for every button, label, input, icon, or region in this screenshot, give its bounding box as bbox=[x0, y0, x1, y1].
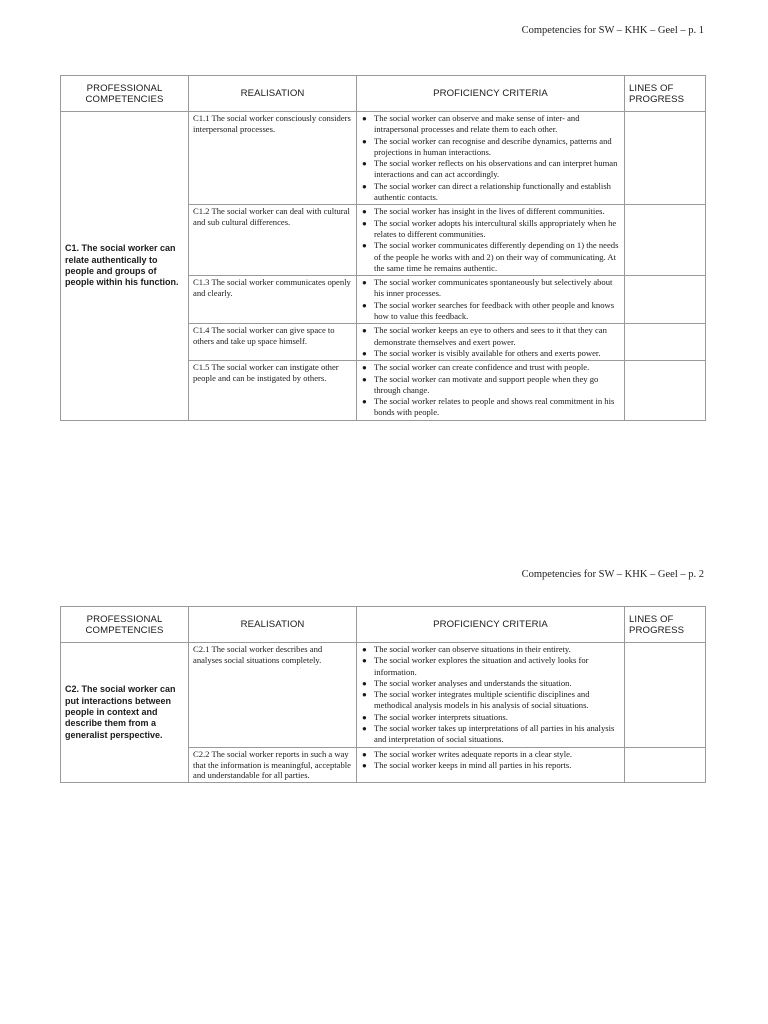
realisation-cell: C1.5 The social worker can instigate other people and can be instigated by others. bbox=[189, 361, 357, 420]
list-item bbox=[361, 749, 620, 760]
criteria-cell bbox=[357, 276, 625, 324]
list-item bbox=[361, 760, 620, 771]
list-item bbox=[361, 158, 620, 181]
col-header-realisation: REALISATION bbox=[189, 607, 357, 643]
criteria-list bbox=[361, 206, 620, 274]
list-item bbox=[361, 655, 620, 678]
bullet-icon: ● bbox=[362, 348, 367, 358]
criteria-text: The social worker can create confidence and trust with people. bbox=[374, 362, 590, 373]
bullet-icon: ● bbox=[362, 760, 367, 770]
list-item bbox=[361, 300, 620, 323]
criteria-list bbox=[361, 277, 620, 322]
bullet-icon: ● bbox=[362, 645, 367, 654]
bullet-icon: ● bbox=[362, 300, 367, 310]
bullet-icon: ● bbox=[362, 656, 367, 666]
criteria-list bbox=[361, 113, 620, 203]
list-item bbox=[361, 374, 620, 397]
lines-cell bbox=[625, 747, 706, 783]
page-header-1: Competencies for SW – KHK – Geel – p. 1 bbox=[521, 25, 704, 36]
bullet-icon: ● bbox=[362, 159, 367, 169]
criteria-text: The social worker has insight in the lives of different communities. bbox=[374, 206, 605, 217]
col-header-realisation: REALISATION bbox=[189, 76, 357, 112]
criteria-text: The social worker adopts his intercultural skills appropriately when he relates to different communities. bbox=[374, 217, 617, 239]
criteria-text: The social worker keeps in mind all parties in his reports. bbox=[374, 759, 572, 770]
list-item bbox=[361, 277, 620, 300]
realisation-cell: C2.2 The social worker reports in such a way that the information is meaningful, acceptable and understandable for all parties. bbox=[189, 747, 357, 783]
col-header-criteria: PROFICIENCY CRITERIA bbox=[357, 607, 625, 643]
criteria-text: The social worker can motivate and support people when they go through change. bbox=[374, 373, 599, 395]
list-item bbox=[361, 644, 620, 655]
criteria-text: The social worker can observe and make sense of inter- and intrapersonal processes and relate them to each other. bbox=[374, 113, 580, 135]
criteria-cell bbox=[357, 112, 625, 205]
lines-cell bbox=[625, 276, 706, 324]
criteria-list bbox=[361, 362, 620, 418]
competency-table-1 bbox=[60, 75, 706, 421]
criteria-cell bbox=[357, 205, 625, 276]
realisation-cell: C2.1 The social worker describes and analyses social situations completely. bbox=[189, 643, 357, 748]
list-item bbox=[361, 136, 620, 159]
list-item bbox=[361, 396, 620, 419]
list-item bbox=[361, 181, 620, 204]
list-item bbox=[361, 325, 620, 348]
bullet-icon: ● bbox=[362, 278, 367, 288]
competency-cell: C1. The social worker can relate authentically to people and groups of people within his function. bbox=[61, 112, 189, 421]
criteria-text: The social worker analyses and understands the situation. bbox=[374, 677, 572, 688]
criteria-text: The social worker interprets situations. bbox=[374, 711, 508, 722]
criteria-text: The social worker keeps an eye to others and sees to it that they can demonstrate themselves and exert power. bbox=[374, 325, 607, 347]
col-header-lines: LINES OF PROGRESS bbox=[625, 607, 706, 643]
bullet-icon: ● bbox=[362, 241, 367, 251]
bullet-icon: ● bbox=[362, 136, 367, 146]
criteria-text: The social worker reflects on his observations and can interpret human interactions and can act accordingly. bbox=[374, 158, 618, 180]
realisation-cell: C1.4 The social worker can give space to others and take up space himself. bbox=[189, 324, 357, 361]
competency-table-2 bbox=[60, 606, 706, 783]
bullet-icon: ● bbox=[362, 181, 367, 191]
bullet-icon: ● bbox=[362, 363, 367, 373]
bullet-icon: ● bbox=[362, 326, 367, 336]
lines-cell bbox=[625, 361, 706, 420]
bullet-icon: ● bbox=[362, 724, 367, 734]
list-item bbox=[361, 240, 620, 274]
list-item bbox=[361, 113, 620, 136]
bullet-icon: ● bbox=[362, 114, 367, 123]
list-item bbox=[361, 348, 620, 359]
table-header-row bbox=[61, 76, 706, 112]
table-header-row bbox=[61, 607, 706, 643]
bullet-icon: ● bbox=[362, 397, 367, 407]
bullet-icon: ● bbox=[362, 374, 367, 384]
criteria-text: The social worker is visibly available for others and exerts power. bbox=[374, 347, 601, 358]
page-header-2: Competencies for SW – KHK – Geel – p. 2 bbox=[521, 569, 704, 580]
criteria-list bbox=[361, 749, 620, 772]
table-row bbox=[61, 112, 706, 205]
bullet-icon: ● bbox=[362, 749, 367, 759]
lines-cell bbox=[625, 324, 706, 361]
criteria-text: The social worker communicates spontaneously but selectively about his inner processes. bbox=[374, 277, 613, 299]
bullet-icon: ● bbox=[362, 207, 367, 217]
criteria-cell bbox=[357, 747, 625, 783]
list-item bbox=[361, 678, 620, 689]
bullet-icon: ● bbox=[362, 218, 367, 228]
criteria-text: The social worker can recognise and describe dynamics, patterns and projections in human interactions. bbox=[374, 135, 612, 157]
lines-cell bbox=[625, 643, 706, 748]
criteria-cell bbox=[357, 361, 625, 420]
col-header-criteria: PROFICIENCY CRITERIA bbox=[357, 76, 625, 112]
col-header-competencies: PROFESSIONAL COMPETENCIES bbox=[61, 76, 189, 112]
bullet-icon: ● bbox=[362, 690, 367, 700]
realisation-cell: C1.1 The social worker consciously considers interpersonal processes. bbox=[189, 112, 357, 205]
list-item bbox=[361, 362, 620, 373]
criteria-text: The social worker relates to people and shows real commitment in his bonds with people. bbox=[374, 396, 615, 418]
list-item bbox=[361, 712, 620, 723]
criteria-text: The social worker searches for feedback with other people and knows how to value this feedback. bbox=[374, 299, 615, 322]
criteria-text: The social worker can direct a relationship functionally and establish authentic contacts. bbox=[374, 180, 611, 203]
list-item bbox=[361, 723, 620, 746]
criteria-cell bbox=[357, 324, 625, 361]
criteria-text: The social worker communicates differently depending on 1) the needs of the people he works with and 2) on their way of communicating. At the same time he remains authentic. bbox=[374, 240, 619, 273]
table-row bbox=[61, 643, 706, 748]
list-item bbox=[361, 218, 620, 241]
criteria-list bbox=[361, 644, 620, 746]
bullet-icon: ● bbox=[362, 712, 367, 722]
realisation-cell: C1.2 The social worker can deal with cultural and sub cultural differences. bbox=[189, 205, 357, 276]
criteria-list bbox=[361, 325, 620, 359]
criteria-text: The social worker explores the situation and actively looks for information. bbox=[374, 655, 589, 677]
col-header-lines: LINES OF PROGRESS bbox=[625, 76, 706, 112]
criteria-cell bbox=[357, 643, 625, 748]
list-item bbox=[361, 206, 620, 217]
criteria-text: The social worker can observe situations in their entirety. bbox=[374, 644, 571, 654]
col-header-competencies: PROFESSIONAL COMPETENCIES bbox=[61, 607, 189, 643]
criteria-text: The social worker writes adequate reports in a clear style. bbox=[374, 748, 573, 759]
competency-cell: C2. The social worker can put interactions between people in context and describe them from a generalist perspective. bbox=[61, 643, 189, 783]
list-item bbox=[361, 689, 620, 712]
realisation-cell: C1.3 The social worker communicates openly and clearly. bbox=[189, 276, 357, 324]
lines-cell bbox=[625, 112, 706, 205]
criteria-text: The social worker takes up interpretations of all parties in his analysis and interpretation of social situations. bbox=[374, 723, 615, 745]
lines-cell bbox=[625, 205, 706, 276]
criteria-text: The social worker integrates multiple scientific disciplines and methodical analysis models in his analysis of social situations. bbox=[374, 689, 590, 711]
bullet-icon: ● bbox=[362, 678, 367, 688]
